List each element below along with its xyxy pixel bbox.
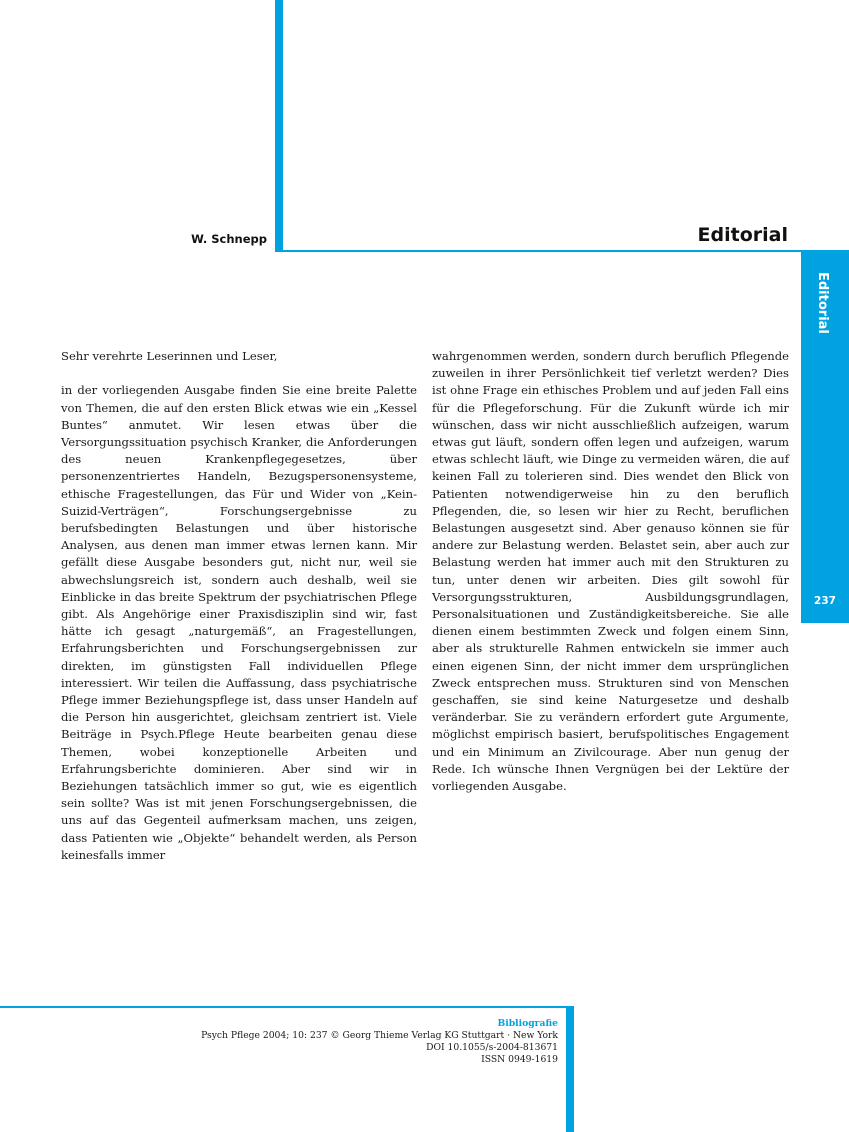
section-heading: Editorial xyxy=(697,224,788,246)
bottom-accent-bar xyxy=(566,1006,574,1132)
author-name: W. Schnepp xyxy=(191,232,267,246)
bibliography-issn: ISSN 0949-1619 xyxy=(481,1054,558,1065)
bibliography-block xyxy=(201,1018,558,1066)
bibliography-citation: Psych Pflege 2004; 10: 237 © Georg Thieme Verlag KG Stuttgart · New York xyxy=(201,1030,558,1041)
top-accent-bar xyxy=(275,0,283,252)
article-column-right xyxy=(432,348,789,795)
salutation: Sehr verehrte Leserinnen und Leser, xyxy=(61,349,278,363)
bibliography-doi: DOI 10.1055/s-2004-813671 xyxy=(426,1042,558,1053)
body-paragraph-right: wahrgenommen werden, sondern durch beruflich Pflegende zuweilen in ihrer Persönlichkeit tief verletzt werden? Dies ist ohne Frage ein ethisches Problem und auf jeden Fall eins für die Pflegeforschung. Für die Zukunft würde ich mir wünschen, dass wir nicht ausschließlich aufzeigen, warum etwas gut läuft, sondern offen legen und aufzeigen, warum etwas schlecht läuft, wie Dinge zu vermeiden wären, die auf keinen Fall zu tolerieren sind. Dies wendet den Blick von Patienten notwendigerweise hin zu den beruflich Pflegenden, die, so lesen wir hier zu Recht, beruflichen Belastungen ausgesetzt sind. Aber genauso können sie für andere zur Belastung werden. Belastet sein, aber auch zur Belastung werden hat immer auch mit den Strukturen zu tun, unter denen wir arbeiten. Dies gilt sowohl für Versorgungsstrukturen, Ausbildungsgrundlagen, Personalsituationen und Zuständigkeitsbereiche. Sie alle dienen einem bestimmten Zweck und folgen einem Sinn, aber als strukturelle Rahmen entwickeln sie immer auch einen eigenen Sinn, der nicht immer dem ursprünglichen Zweck entsprechen muss. Strukturen sind von Menschen geschaffen, sie sind keine Naturgesetze und deshalb veränderbar. Sie zu verändern erfordert gute Argumente, möglichst empirisch basiert, berufspolitisches Engagement und ein Minimum an Zivilcourage. Aber nun genug der Rede. Ich wünsche Ihnen Vergnügen bei der Lektüre der vorliegenden Ausgabe. xyxy=(432,349,789,794)
page-number: 237 xyxy=(814,595,836,607)
article-column-left xyxy=(61,348,417,864)
bibliography-title: Bibliografie xyxy=(497,1018,558,1029)
body-paragraph-left: in der vorliegenden Ausgabe finden Sie eine breite Palette von Themen, die auf den ersten Blick etwas wie ein „Kessel Buntes“ anmutet. Wir lesen etwas über die Versorgungssituation psychisch Kranker, die Anforderungen des neuen Krankenpflegegesetzes, über personenzentriertes Handeln, Bezugspersonensysteme, ethische Fragestellungen, das Für und Wider von „Kein-Suizid-Verträgen“, Forschungsergebnisse zu berufsbedingten Belastungen und über historische Analysen, aus denen man immer etwas lernen kann. Mir gefällt diese Ausgabe besonders gut, nicht nur, weil sie abwechslungsreich ist, sondern auch deshalb, weil sie Einblicke in das breite Spektrum der psychiatrischen Pflege gibt. Als Angehörige einer Praxisdisziplin sind wir, fast hätte ich gesagt „naturgemäß“, an Fragestellungen, Erfahrungsberichten und Forschungsergebnissen zur direkten, im günstigsten Fall individuellen Pflege interessiert. Wir teilen die Auffassung, dass psychiatrische Pflege immer Beziehungspflege ist, dass unser Handeln auf die Person hin ausgerichtet, gleichsam zentriert ist. Viele Beiträge in Psych.Pflege Heute bearbeiten genau diese Themen, wobei konzeptionelle Arbeiten und Erfahrungsberichte dominieren. Aber sind wir in Beziehungen tatsächlich immer so gut, wie es eigentlich sein sollte? Was ist mit jenen Forschungsergebnissen, die uns auf das Gegenteil aufmerksam machen, uns zeigen, dass Patienten wie „Objekte“ behandelt werden, als Person keinesfalls immer xyxy=(61,383,417,862)
side-tab-label: Editorial xyxy=(815,272,830,334)
header-rule xyxy=(275,250,849,252)
footer-rule xyxy=(0,1006,574,1008)
